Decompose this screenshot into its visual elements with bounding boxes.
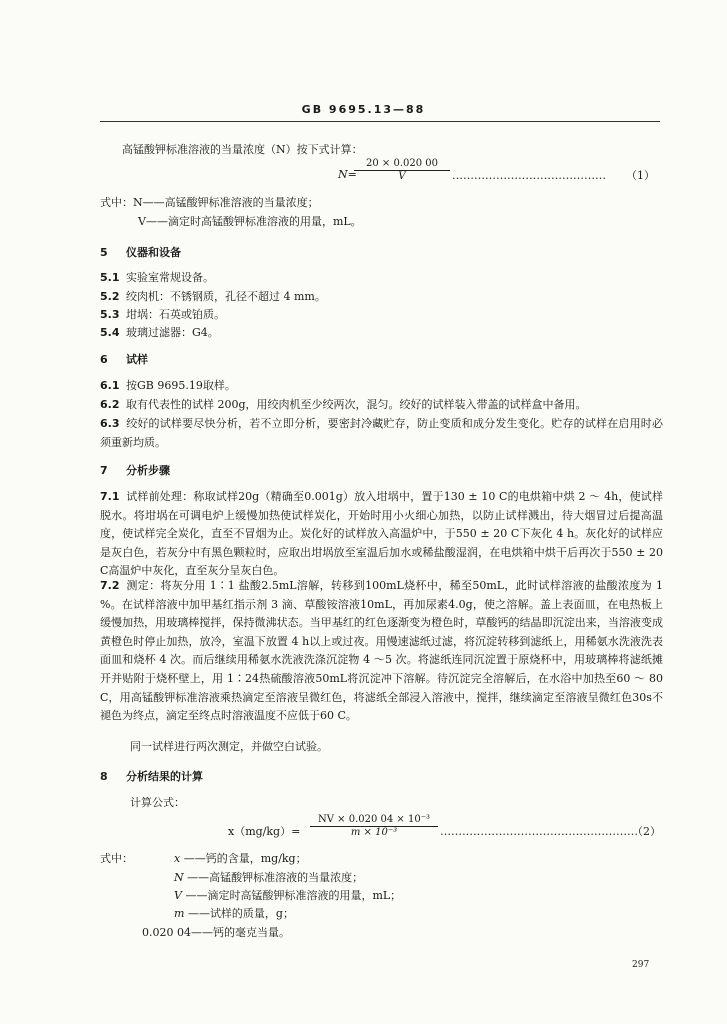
item-6-1 xyxy=(100,380,236,393)
legend-symbol: m xyxy=(174,907,185,920)
section8-number: 8 xyxy=(100,770,108,783)
item-number: 6.3 xyxy=(100,417,120,430)
document-header: GB 9695.13—88 xyxy=(301,103,426,116)
legend-symbol: V xyxy=(174,889,182,902)
formula1-numerator: 20 × 0.020 00 xyxy=(354,158,450,171)
section5-number: 5 xyxy=(100,246,108,259)
item-5-4 xyxy=(100,327,219,340)
item-6-2 xyxy=(100,396,663,415)
item-number: 5.4 xyxy=(100,326,120,339)
item-5-2 xyxy=(100,291,326,304)
legend-text: ——高锰酸钾标准溶液的当量浓度； xyxy=(187,871,364,884)
formula2-dots: ……………………………………………… xyxy=(440,825,638,838)
formula2-number: （2） xyxy=(632,825,661,838)
item-number: 7.2 xyxy=(100,579,120,592)
paragraph-7-2 xyxy=(100,577,663,726)
header-rule xyxy=(100,121,660,122)
item-number: 5.3 xyxy=(100,308,120,321)
formula1-lhs: N= xyxy=(338,168,357,181)
item-number: 7.1 xyxy=(100,490,120,503)
legend-text: ——试样的质量，g； xyxy=(187,907,294,920)
item-6-3 xyxy=(100,415,663,452)
item-text: 取有代表性的试样 200g，用绞肉机至少绞两次，混匀。绞好的试样装入带盖的试样盒中备用。 xyxy=(126,398,587,411)
legend-text: ——滴定时高锰酸钾标准溶液的用量，mL； xyxy=(185,889,402,902)
legend2-prefix: 式中： xyxy=(100,852,133,865)
legend2-line xyxy=(174,872,363,885)
legend2-line xyxy=(174,890,401,903)
section6-heading xyxy=(100,354,148,367)
item-text: 按GB 9695.19取样。 xyxy=(126,379,236,392)
item-number: 6.2 xyxy=(100,398,120,411)
legend-symbol: 0.020 04 xyxy=(142,926,191,939)
formula1-number: （1） xyxy=(626,169,655,182)
item-number: 6.1 xyxy=(100,379,120,392)
section7-heading xyxy=(100,465,170,478)
formula2-numerator: NV × 0.020 04 × 10⁻³ xyxy=(310,814,438,827)
item-text: 坩埚：石英或铂质。 xyxy=(126,308,225,321)
item-text: 绞肉机：不锈钢质，孔径不超过 4 mm。 xyxy=(126,290,326,303)
section6-number: 6 xyxy=(100,353,108,366)
legend1-line-2: V——滴定时高锰酸钾标准溶液的用量，mL。 xyxy=(138,215,362,228)
section7-number: 7 xyxy=(100,464,108,477)
intro-line: 高锰酸钾标准溶液的当量浓度（N）按下式计算： xyxy=(122,143,363,156)
formula2-intro: 计算公式： xyxy=(130,796,185,809)
item-text: 实验室常规设备。 xyxy=(126,271,214,284)
item-5-1 xyxy=(100,272,214,285)
section8-heading xyxy=(100,771,203,784)
paragraph-text: 试样前处理：称取试样20g（精确至0.001g）放入坩埚中，置于130 ± 10 C的电烘箱中烘 2 ～ 4h，使试样脱水。将坩埚在可调电炉上缓慢加热使试样炭化，开始时用小火细心加热，以防止试样溅出，待大烟冒过后提高温度，使试样完全炭化，直至不冒烟为止。炭化好的试样放入高温炉中，于550 ± 20 C下灰化 4 h。灰化好的试样应是灰白色，若灰分中有黑色颗粒时，应取出坩埚放至室温后加水或稀盐酸湿润，在电烘箱中烘干后再次于550 ± 20 C高温炉中灰化，直至灰分呈灰白色。 xyxy=(100,490,663,578)
legend2-line xyxy=(174,908,294,921)
formula1-fraction xyxy=(354,158,450,182)
legend-text: ——钙的毫克当量。 xyxy=(190,926,290,939)
item-text: 绞好的试样要尽快分析，若不立即分析，要密封冷藏贮存，防止变质和成分发生变化。贮存的试样在启用时必须重新均质。 xyxy=(100,417,663,449)
page-number: 297 xyxy=(632,960,650,970)
section8-title: 分析结果的计算 xyxy=(126,770,203,783)
section5-heading xyxy=(100,247,181,260)
legend2-line xyxy=(142,927,290,940)
item-number: 5.2 xyxy=(100,290,120,303)
item-number: 5.1 xyxy=(100,271,120,284)
legend1-line-1: 式中：N——高锰酸钾标准溶液的当量浓度； xyxy=(100,196,319,209)
formula2-fraction xyxy=(310,814,438,838)
section5-title: 仪器和设备 xyxy=(126,246,181,259)
paragraph-7-3: 同一试样进行两次测定，并做空白试验。 xyxy=(130,740,328,753)
formula1-denominator: V xyxy=(398,170,406,182)
item-text: 玻璃过滤器：G4。 xyxy=(126,326,219,339)
formula2-denominator: m × 10⁻³ xyxy=(350,826,398,838)
item-5-3 xyxy=(100,309,225,322)
formula1-dots: …………………………………… xyxy=(452,169,606,182)
paragraph-7-1 xyxy=(100,488,663,581)
section7-title: 分析步骤 xyxy=(126,464,170,477)
legend-symbol: x xyxy=(174,852,181,865)
legend-text: ——钙的含量，mg/kg； xyxy=(183,852,307,865)
legend2-line xyxy=(174,853,307,866)
paragraph-text: 测定：将灰分用 1∶1 盐酸2.5mL溶解，转移到100mL烧杯中，稀至50mL，此时试样溶液的盐酸浓度为 1 %。在试样溶液中加甲基红指示剂 3 滴、草酸铵溶液10mL，再加尿素4.0g，使之溶解。盖上表面皿，在电热板上缓慢加热，用玻璃棒搅拌，保持微沸状态。当甲基红的红色逐渐变为橙色时，草酸钙的结晶即沉淀出来，当溶液变成黄橙色时停止加热，放冷，室温下放置 4 h以上或过夜。用慢速滤纸过滤，将沉淀转移到滤纸上，用稀氨水洗液洗表面皿和烧杯 4 次。而后继续用稀氨水洗液洗涤沉淀物 4 ～5 次。将滤纸连同沉淀置于原烧杯中，用玻璃棒将滤纸摊开并贴附于烧杯壁上，用 1∶24热硫酸溶液50mL将沉淀冲下溶解。待沉淀完全溶解后，在水浴中加热至60 ～ 80 C，用高锰酸钾标准溶液乘热滴定至溶液呈微红色，将滤纸全部浸入溶液中，搅拌，继续滴定至溶液呈微红色30s不褪色为终点，滴定至终点时溶液温度不应低于60 C。 xyxy=(100,579,663,723)
section6-title: 试样 xyxy=(126,353,148,366)
formula2-lhs: x（mg/kg）= xyxy=(228,825,301,838)
legend-symbol: N xyxy=(174,871,184,884)
